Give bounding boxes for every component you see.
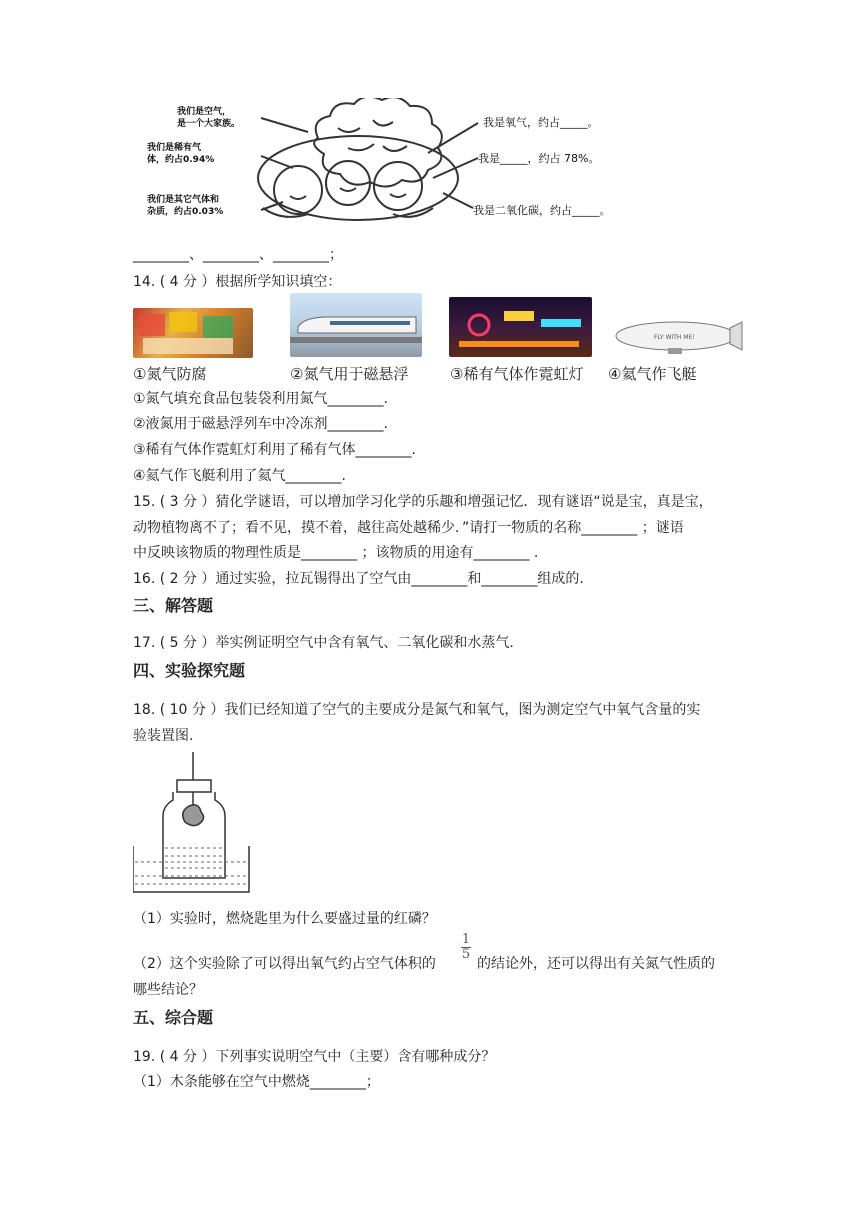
- blimp-drawing: [612, 316, 746, 358]
- answer-blanks-line: ________、________、________；: [133, 247, 343, 263]
- q18-line-1: 18. ( 10 分 ）我们已经知道了空气的主要成分是氮气和氧气，图为测定空气中氧气含量的实: [133, 702, 701, 718]
- caption-3: ③稀有气体作霓虹灯: [450, 365, 584, 383]
- cartoon-label-co2: 我是二氧化碳，约占_____。: [473, 204, 611, 217]
- q18-sub-1: （1）实验时，燃烧匙里为什么要盛过量的红磷？: [133, 911, 436, 927]
- q14-item-4: ④氦气作飞艇利用了氦气________.: [133, 468, 347, 484]
- section-3-heading: 三、解答题: [133, 596, 214, 615]
- q14-stem: 14. ( 4 分 ）根据所学知识填空：: [133, 274, 342, 290]
- q16: 16. ( 2 分 ）通过实验，拉瓦锡得出了空气由________和________组成的.: [133, 571, 584, 587]
- cartoon-drawing: [133, 98, 643, 236]
- q15-line-2: 动物植物离不了；看不见，摸不着，越往高处越稀少．”请打一物质的名称________ ；谜语: [133, 520, 684, 536]
- cartoon-label-left-top-2: 是一个大家族。: [177, 119, 241, 129]
- fraction-numerator: 1: [461, 932, 471, 947]
- q18-sub-2-b: 的结论外，还可以得出有关氮气性质的: [477, 956, 715, 972]
- section-4-heading: 四、实验探究题: [133, 661, 246, 680]
- fraction-one-fifth: [461, 934, 471, 961]
- blimp-text: FLY WITH ME!: [654, 334, 695, 341]
- oxygen-apparatus-figure: [133, 750, 251, 898]
- caption-2: ②氮气用于磁悬浮: [290, 365, 409, 383]
- q18-sub-2-a: （2）这个实验除了可以得出氧气约占空气体积的: [133, 956, 436, 972]
- q19-sub-1: （1）木条能够在空气中燃烧________；: [133, 1074, 380, 1090]
- neon-drawing: [449, 297, 592, 357]
- photo-food-packages: [133, 308, 253, 358]
- fraction-denominator: 5: [461, 947, 471, 962]
- air-composition-cartoon: [133, 98, 643, 236]
- q18-line-2: 验装置图.: [133, 728, 194, 744]
- cartoon-label-left-bottom-2: 杂质，约占0.03%: [147, 207, 224, 217]
- apparatus-drawing: [133, 750, 251, 898]
- train-drawing: [290, 293, 422, 357]
- q18-sub-2-c: 哪些结论？: [133, 982, 203, 998]
- cartoon-label-nitrogen: 我是_____，约占 78%。: [478, 152, 600, 165]
- q14-item-1: ①氮气填充食品包装袋利用氮气________.: [133, 391, 389, 407]
- cartoon-label-left-top: 我们是空气，: [177, 107, 232, 117]
- cartoon-label-left-mid: 我们是稀有气: [147, 143, 202, 153]
- q14-item-3: ③稀有气体作霓虹灯利用了稀有气体________.: [133, 442, 417, 458]
- q19-stem: 19. ( 4 分 ）下列事实说明空气中（主要）含有哪种成分？: [133, 1049, 496, 1065]
- q15-line-1: 15. ( 3 分 ）猜化学谜语，可以增加学习化学的乐趣和增强记忆．现有谜语“说是宝，真是宝，: [133, 494, 713, 510]
- photo-blimp: [612, 316, 746, 358]
- photo-neon-lights: [449, 297, 592, 357]
- caption-1: ①氮气防腐: [133, 365, 207, 383]
- caption-4: ④氦气作飞艇: [608, 365, 697, 383]
- section-5-heading: 五、综合题: [133, 1008, 214, 1027]
- photo-maglev-train: [290, 293, 422, 357]
- food-bags-drawing: [133, 308, 253, 358]
- cartoon-label-oxygen: 我是氧气，约占_____。: [483, 116, 599, 129]
- q15-line-3: 中反映该物质的物理性质是________ ；该物质的用途有________ .: [133, 545, 539, 561]
- q17: 17. ( 5 分 ）举实例证明空气中含有氧气、二氧化碳和水蒸气.: [133, 635, 514, 651]
- cartoon-label-left-bottom: 我们是其它气体和: [147, 195, 220, 205]
- q14-item-2: ②液氮用于磁悬浮列车中冷冻剂________.: [133, 416, 389, 432]
- cartoon-label-left-mid-2: 体，约占0.94%: [147, 155, 215, 165]
